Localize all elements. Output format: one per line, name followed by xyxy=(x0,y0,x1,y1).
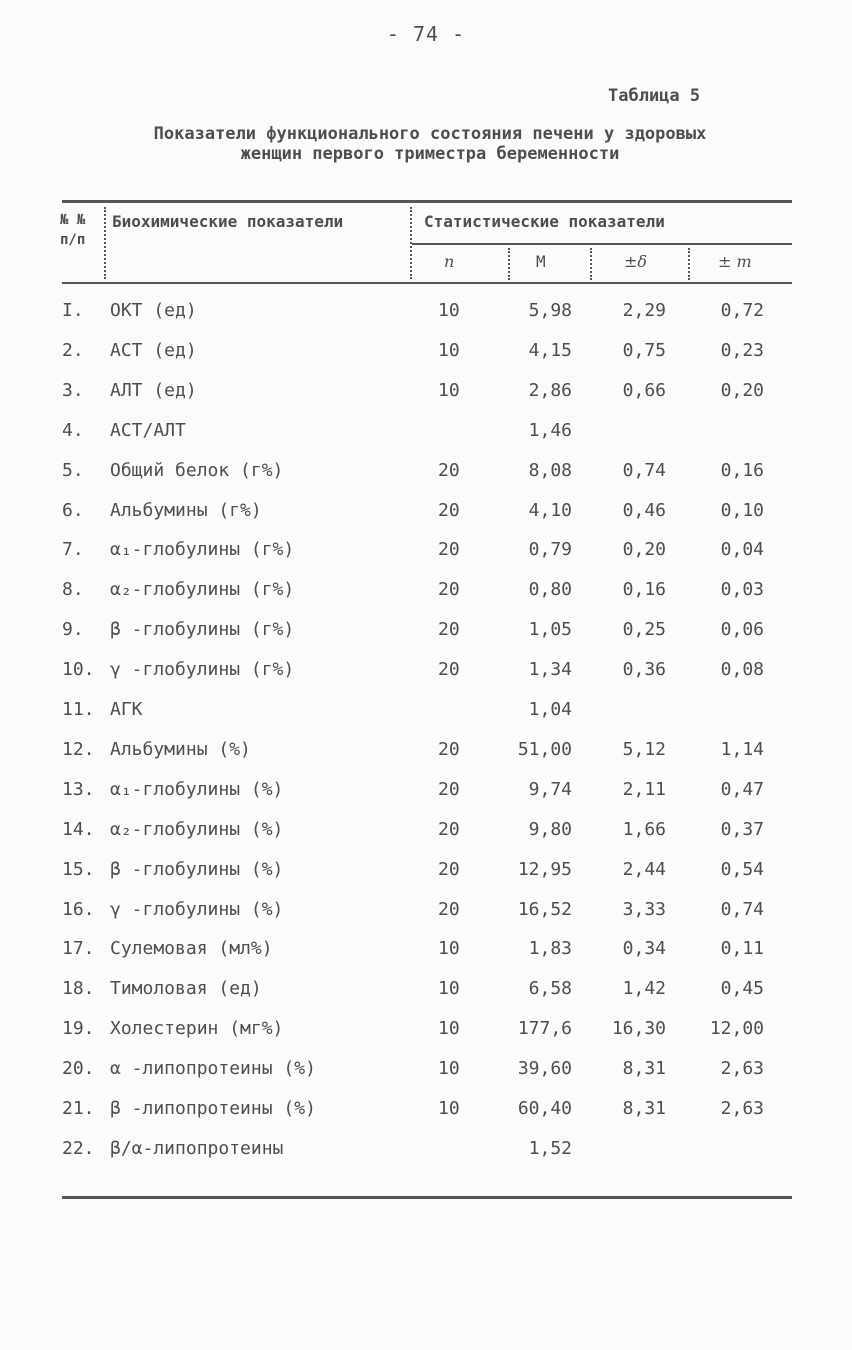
row-mean: 1,52 xyxy=(528,1137,572,1159)
subheader-rule xyxy=(412,243,792,245)
row-error: 0,45 xyxy=(720,978,764,1000)
row-sigma: 8,31 xyxy=(622,1098,666,1119)
row-sigma: 2,44 xyxy=(622,858,666,880)
table-label: Таблица 5 xyxy=(608,86,701,106)
row-sigma: 0,66 xyxy=(622,379,666,401)
table-row xyxy=(0,938,852,978)
col-divider-num xyxy=(104,207,106,279)
row-indicator-name: АСТ/АЛТ xyxy=(110,419,186,441)
row-indicator-name: β -глобулины (%) xyxy=(110,858,284,880)
row-number: 16. xyxy=(62,898,95,920)
row-error: 0,54 xyxy=(720,858,764,880)
row-error: 2,63 xyxy=(720,1058,764,1080)
row-sigma: 0,75 xyxy=(622,339,666,361)
row-mean: 16,52 xyxy=(517,898,572,920)
row-number: I. xyxy=(62,300,84,321)
row-indicator-name: АЛТ (ед) xyxy=(110,379,197,401)
table-title xyxy=(60,124,800,164)
row-mean: 1,83 xyxy=(528,938,572,960)
row-n: 10 xyxy=(438,978,460,1000)
row-n: 20 xyxy=(438,738,460,760)
header-sub-n: n xyxy=(444,252,455,271)
row-mean: 1,34 xyxy=(528,659,572,681)
header-bottom-rule xyxy=(62,282,792,284)
row-number: 22. xyxy=(62,1137,95,1159)
row-sigma: 1,66 xyxy=(622,818,666,840)
table-row xyxy=(0,739,852,779)
row-number: 3. xyxy=(62,379,84,401)
col-divider-sigma xyxy=(688,248,690,280)
row-mean: 4,10 xyxy=(528,499,572,521)
table-row xyxy=(0,579,852,619)
row-n: 20 xyxy=(438,459,460,481)
row-mean: 177,6 xyxy=(517,1018,572,1040)
table-row xyxy=(0,978,852,1018)
table-row xyxy=(0,500,852,540)
row-n: 10 xyxy=(438,1018,460,1040)
row-sigma: 0,36 xyxy=(622,659,666,681)
row-error: 0,08 xyxy=(720,659,764,681)
row-n: 20 xyxy=(438,818,460,840)
row-mean: 2,86 xyxy=(528,379,572,401)
row-number: 11. xyxy=(62,699,95,720)
table-row xyxy=(0,380,852,420)
row-n: 10 xyxy=(438,1058,460,1080)
row-n: 20 xyxy=(438,539,460,561)
title-line-2: женщин первого триместра беременности xyxy=(240,144,620,164)
row-error: 0,47 xyxy=(720,778,764,800)
row-mean: 4,15 xyxy=(528,339,572,361)
table-row xyxy=(0,1058,852,1098)
row-sigma: 0,46 xyxy=(622,499,666,521)
table-row xyxy=(0,420,852,460)
header-sub-sigma: ±δ xyxy=(624,252,648,271)
row-number: 19. xyxy=(62,1018,95,1040)
row-sigma: 1,42 xyxy=(622,978,666,1000)
row-sigma: 3,33 xyxy=(622,898,666,920)
row-error: 0,04 xyxy=(720,539,764,561)
header-col-stats: Статистические показатели xyxy=(424,212,665,231)
row-error: 0,03 xyxy=(720,579,764,601)
row-indicator-name: α -липопротеины (%) xyxy=(110,1058,316,1080)
row-n: 10 xyxy=(438,938,460,960)
row-number: 5. xyxy=(62,459,84,481)
row-indicator-name: Сулемовая (мл%) xyxy=(110,938,273,960)
row-n: 10 xyxy=(438,339,460,361)
row-mean: 1,05 xyxy=(528,619,572,641)
header-sub-m: M xyxy=(536,252,546,271)
table-row xyxy=(0,340,852,380)
row-n: 20 xyxy=(438,579,460,601)
row-number: 9. xyxy=(62,619,84,641)
col-divider-n xyxy=(508,248,510,280)
row-number: 4. xyxy=(62,419,84,441)
row-number: 18. xyxy=(62,978,95,1000)
row-sigma: 8,31 xyxy=(622,1058,666,1080)
row-mean: 5,98 xyxy=(528,300,572,321)
row-error: 0,06 xyxy=(720,619,764,641)
row-mean: 1,46 xyxy=(528,419,572,441)
table-top-rule xyxy=(62,200,792,203)
row-indicator-name: Альбумины (г%) xyxy=(110,499,262,521)
row-mean: 9,80 xyxy=(528,818,572,840)
title-line-1: Показатели функционального состояния печени у здоровых xyxy=(153,124,707,144)
table-row xyxy=(0,1138,852,1178)
row-indicator-name: β -липопротеины (%) xyxy=(110,1098,316,1119)
row-number: 12. xyxy=(62,738,95,760)
row-indicator-name: α₁-глобулины (%) xyxy=(110,778,284,800)
row-sigma: 0,20 xyxy=(622,539,666,561)
table-row xyxy=(0,899,852,939)
table-row xyxy=(0,539,852,579)
row-indicator-name: Альбумины (%) xyxy=(110,738,251,760)
row-indicator-name: β -глобулины (г%) xyxy=(110,619,295,641)
col-divider-name xyxy=(410,207,412,279)
row-sigma: 0,25 xyxy=(622,619,666,641)
row-error: 0,16 xyxy=(720,459,764,481)
row-indicator-name: β/α-липопротеины xyxy=(110,1137,284,1159)
table-row xyxy=(0,779,852,819)
table-row xyxy=(0,699,852,739)
row-indicator-name: АСТ (ед) xyxy=(110,339,197,361)
table-row xyxy=(0,659,852,699)
row-mean: 1,04 xyxy=(528,699,572,720)
row-number: 2. xyxy=(62,339,84,361)
row-sigma: 16,30 xyxy=(611,1018,666,1040)
row-error: 12,00 xyxy=(709,1018,764,1040)
header-col-name: Биохимические показатели xyxy=(112,212,344,231)
row-sigma: 0,74 xyxy=(622,459,666,481)
row-mean: 8,08 xyxy=(528,459,572,481)
row-indicator-name: α₂-глобулины (%) xyxy=(110,818,284,840)
row-number: 8. xyxy=(62,579,84,601)
row-error: 0,10 xyxy=(720,499,764,521)
row-n: 20 xyxy=(438,659,460,681)
row-mean: 0,79 xyxy=(528,539,572,561)
table-row xyxy=(0,1098,852,1138)
row-indicator-name: АГК xyxy=(110,699,143,720)
row-mean: 60,40 xyxy=(517,1098,572,1119)
row-sigma: 2,29 xyxy=(622,300,666,321)
row-number: 6. xyxy=(62,499,84,521)
row-error: 2,63 xyxy=(720,1098,764,1119)
row-mean: 39,60 xyxy=(517,1058,572,1080)
row-number: 15. xyxy=(62,858,95,880)
row-sigma: 0,16 xyxy=(622,579,666,601)
row-mean: 51,00 xyxy=(517,738,572,760)
row-number: 17. xyxy=(62,938,95,960)
col-divider-m xyxy=(590,248,592,280)
row-n: 20 xyxy=(438,858,460,880)
row-mean: 12,95 xyxy=(517,858,572,880)
row-indicator-name: Холестерин (мг%) xyxy=(110,1018,284,1040)
header-col-num: № № п/п xyxy=(60,212,86,248)
row-mean: 9,74 xyxy=(528,778,572,800)
header-sub-tm: ± m xyxy=(718,252,752,271)
row-indicator-name: Общий белок (г%) xyxy=(110,459,284,481)
row-error: 1,14 xyxy=(720,738,764,760)
table-row xyxy=(0,619,852,659)
row-n: 10 xyxy=(438,379,460,401)
row-indicator-name: ОКТ (ед) xyxy=(110,300,197,321)
page-number: - 74 - xyxy=(386,22,466,46)
row-number: 14. xyxy=(62,818,95,840)
row-n: 20 xyxy=(438,499,460,521)
row-error: 0,20 xyxy=(720,379,764,401)
row-error: 0,23 xyxy=(720,339,764,361)
row-number: 21. xyxy=(62,1098,95,1119)
table-row xyxy=(0,859,852,899)
row-indicator-name: Тимоловая (ед) xyxy=(110,978,262,1000)
table-row xyxy=(0,819,852,859)
row-mean: 6,58 xyxy=(528,978,572,1000)
row-n: 10 xyxy=(438,1098,460,1119)
row-n: 10 xyxy=(438,300,460,321)
row-number: 20. xyxy=(62,1058,95,1080)
row-sigma: 0,34 xyxy=(622,938,666,960)
row-number: 13. xyxy=(62,778,95,800)
row-mean: 0,80 xyxy=(528,579,572,601)
row-indicator-name: γ -глобулины (%) xyxy=(110,898,284,920)
table-row xyxy=(0,1018,852,1058)
row-n: 20 xyxy=(438,778,460,800)
table-row xyxy=(0,460,852,500)
row-error: 0,74 xyxy=(720,898,764,920)
row-sigma: 5,12 xyxy=(622,738,666,760)
row-n: 20 xyxy=(438,898,460,920)
row-error: 0,11 xyxy=(720,938,764,960)
row-n: 20 xyxy=(438,619,460,641)
row-indicator-name: γ -глобулины (г%) xyxy=(110,659,295,681)
row-sigma: 2,11 xyxy=(622,778,666,800)
row-number: 10. xyxy=(62,659,95,681)
table-row xyxy=(0,300,852,340)
row-error: 0,72 xyxy=(720,300,764,321)
row-error: 0,37 xyxy=(720,818,764,840)
row-indicator-name: α₂-глобулины (г%) xyxy=(110,579,295,601)
row-number: 7. xyxy=(62,539,84,561)
row-indicator-name: α₁-глобулины (г%) xyxy=(110,539,295,561)
table-bottom-rule xyxy=(62,1196,792,1199)
